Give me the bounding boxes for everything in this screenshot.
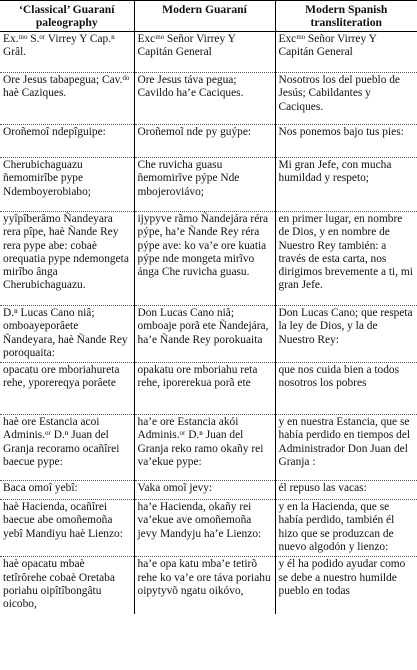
table-row [0,125,417,158]
cell-spanish: Nos ponemos bajo tus pies: [275,125,417,158]
cell-spanish: y en nuestra Estancia, que se había perdido en tiempos del Administrador Don Juan del Granja : [275,415,417,481]
cell-classical: opacatu ore mboriahureta rehe, yporereqya porâete [0,363,134,415]
cell-modern-guarani: ijypyve rãmo Ñandejára réra pýpe, ha’e Ñande Rey réra pýpe ave: ko va’e ore kuatia pýpe nde mongeta mirĩvo ánga Che ruvicha guasu. [134,212,275,306]
table-row [0,557,417,614]
cell-modern-guarani: Che ruvicha guasu ñemomirĩve pýpe Nde mbojeroviávo; [134,158,275,212]
table-row [0,306,417,363]
cell-modern-guarani: ha’e Hacienda, okañy rei va’ekue ave omoñemoña jevy Mandyju ha’e Lienzo: [134,500,275,557]
cell-modern-guarani: Don Lucas Cano niã; omboaje porã ete Ñandejára, ha’e Ñande Rey porokuaita [134,306,275,363]
cell-modern-guarani: ha’e ore Estancia akói Adminis.ᵒʳ D.ⁿ Juan del Granja reko ramo okañy rei va’ekue pype: [134,415,275,481]
cell-modern-guarani: opakatu ore mboriahu reta rehe, iporerekua porã ete [134,363,275,415]
cell-spanish: Excᵐᵒ Señor Virrey Y Capitán General [275,32,417,73]
table-row [0,500,417,557]
cell-spanish: y él ha podido ayudar como se debe a nuestro humilde pueblo en todas [275,557,417,614]
cell-spanish: Nosotros los del pueblo de Jesús; Cabildantes y Caciques. [275,73,417,125]
header-classical-guarani: ‘Classical’ Guaraní paleography [0,1,134,32]
cell-spanish: y en la Hacienda, que se había perdido, también él hizo que se produzcan de nuevo algodón y lienzo: [275,500,417,557]
cell-modern-guarani: Vaka omoĩ jevy: [134,481,275,500]
table-row [0,481,417,500]
cell-spanish: en primer lugar, en nombre de Dios, y en nombre de Nuestro Rey también: a través de esta carta, nos dirigimos brevemente a ti, mi gran Jefe. [275,212,417,306]
cell-classical: haè ore Estancia acoi Adminis.ᵒʳ D.ⁿ Juan del Granja recoramo ocañîrei baecue pype: [0,415,134,481]
cell-classical: Baca omoî yebî: [0,481,134,500]
cell-modern-guarani: Ore Jesus táva pegua; Cavildo ha’e Caciques. [134,73,275,125]
cell-spanish: él repuso las vacas: [275,481,417,500]
cell-classical: Ore Jesus tabapegua; Cav.ᵈᵒ haè Caziques. [0,73,134,125]
table-row [0,158,417,212]
cell-classical: Oroñemoî ndepîguipe: [0,125,134,158]
table-row [0,415,417,481]
table-row [0,363,417,415]
cell-modern-guarani: Excᵐᵒ Señor Virrey Y Capitán General [134,32,275,73]
table-row [0,73,417,125]
cell-classical: haè opacatu mbaè tetîrôrehe cobaè Oretaba poriahu oipîtîbongâtu oicobo, [3,558,115,611]
header-modern-spanish: Modern Spanish transliteration [275,1,417,32]
cell-spanish: que nos cuida bien a todos nosotros los pobres [275,363,417,415]
table-row [0,212,417,306]
header-modern-guarani: Modern Guaraní [134,1,275,32]
cell-classical: Ex.ᵐᵒ S.ᵒʳ Virrey Y Cap.ⁿ Grâl. [0,32,134,73]
cell-classical: haè Hacienda, ocañîrei baecue abe omoñemoña yebî Mandiyu haè Lienzo: [0,500,134,557]
cell-modern-guarani: Oroñemoĩ nde py guýpe: [134,125,275,158]
header-row [0,1,417,32]
cell-spanish: Mi gran Jefe, con mucha humildad y respeto; [275,158,417,212]
cell-modern-guarani: ha’e opa katu mba’e tetirõ rehe ko va’e ore táva poriahu oipytyvõ ngatu oikóvo, [134,557,275,614]
cell-spanish: Don Lucas Cano; que respeta la ley de Dios, y la de Nuestro Rey: [275,306,417,363]
cell-classical: D.ⁿ Lucas Cano niâ; omboayeporâete Ñandeyara, haè Ñande Rey poroquaita: [0,306,134,363]
cell-classical: Cherubichaguazu ñemomirîbe pype Ndemboyerobiabo; [0,158,134,212]
table-row [0,32,417,73]
cell-classical: yyîpîberâmo Ñandeyara rera pîpe, haè Ñande Rey rera pype abe: cobaè orequatia pype ndemongeta mirîbo ânga Cherubichaguazu. [0,212,134,306]
